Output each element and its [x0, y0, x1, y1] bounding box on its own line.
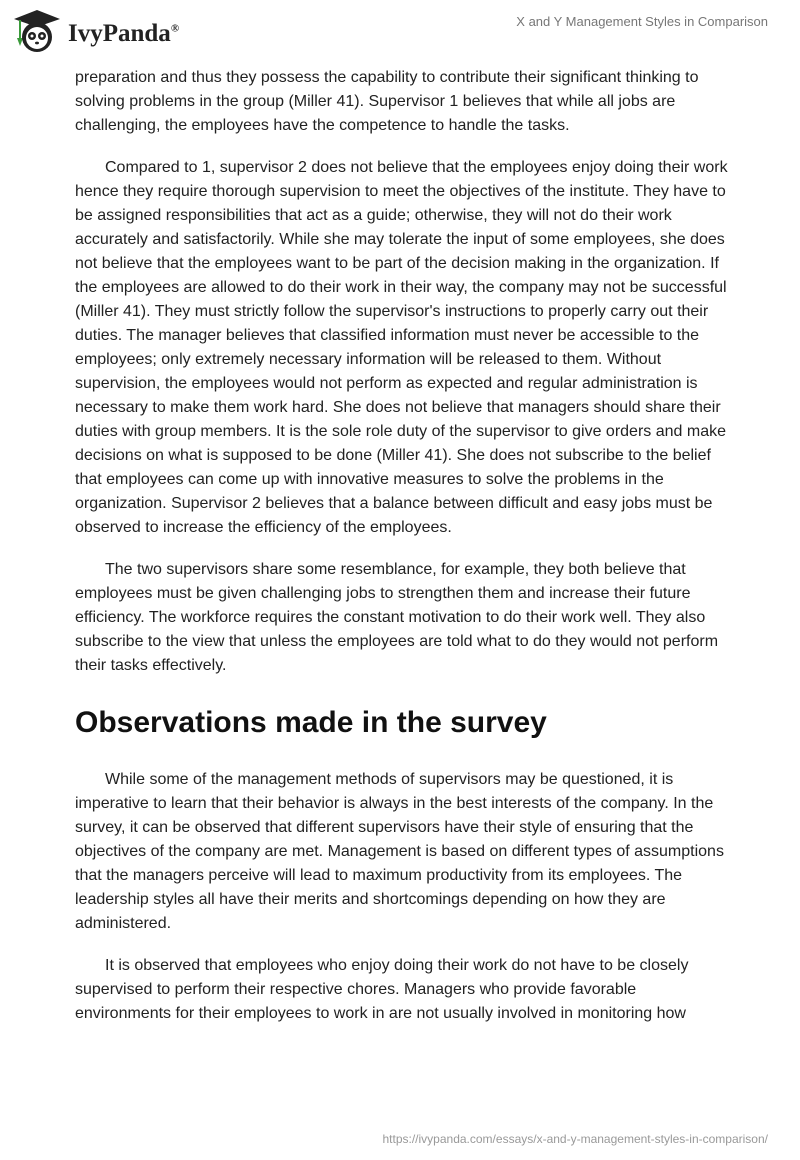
registered-mark: ®	[170, 22, 180, 35]
paragraph: Compared to 1, supervisor 2 does not believe that the employees enjoy doing their work hence they require thorough supervision to meet the objectives of the institute. They have to be assigned responsibilities that act as a guide; otherwise, they will not do their work accurately and satisfactorily. While she may tolerate the input of some employees, she does not believe that the employees want to be part of the decision making in the organization. If the employees are allowed to do their work in their way, the company may not be successful (Miller 41). They must strictly follow the supervisor's instructions to properly carry out their duties. The manager believes that classified information must never be accessible to the employees; only extremely necessary information will be released to them. Without supervision, the employees would not perform as expected and regular administration is necessary to make them work hard. She does not believe that managers should share their duties with group members. It is the sole role duty of the supervisor to give orders and make decisions on what is supposed to be done (Miller 41). She does not subscribe to the belief that employees can come up with innovative measures to solve the problems in the organization. Supervisor 2 believes that a balance between difficult and easy jobs must be observed to increase the efficiency of the employees.	[75, 159, 728, 536]
document-title: X and Y Management Styles in Comparison	[516, 14, 768, 29]
ivypanda-logo[interactable]	[12, 8, 179, 54]
panda-logo-icon	[12, 8, 62, 54]
page-header	[0, 0, 800, 60]
paragraph: While some of the management methods of supervisors may be questioned, it is imperative to learn that their behavior is always in the best interests of the company. In the survey, it can be observed that different supervisors have their style of ensuring that the objectives of the company are met. Management is based on different types of assumptions that the managers perceive will lead to maximum productivity from its employees. The leadership styles all have their merits and shortcomings depending on how they are administered.	[75, 771, 724, 932]
paragraph: preparation and thus they possess the capability to contribute their significant thinking to solving problems in the group (Miller 41). Supervisor 1 believes that while all jobs are challenging, the employees have the competence to handle the tasks.	[75, 69, 699, 134]
section-heading: Observations made in the survey	[75, 706, 547, 739]
paragraph: It is observed that employees who enjoy doing their work do not have to be closely supervised to perform their respective chores. Managers who provide favorable environments for their employees to work in are not usually involved in monitoring how	[75, 957, 689, 1022]
paragraph: The two supervisors share some resemblance, for example, they both believe that employees must be given challenging jobs to strengthen them and increase their future efficiency. The workforce requires the constant motivation to do their work well. They also subscribe to the view that unless the employees are told what to do they would not perform their tasks effectively.	[75, 561, 719, 674]
logo-name: IvyPanda	[68, 20, 171, 47]
source-url[interactable]: https://ivypanda.com/essays/x-and-y-management-styles-in-comparison/	[382, 1132, 768, 1146]
logo-text	[68, 20, 179, 48]
essay-content	[75, 66, 730, 1044]
